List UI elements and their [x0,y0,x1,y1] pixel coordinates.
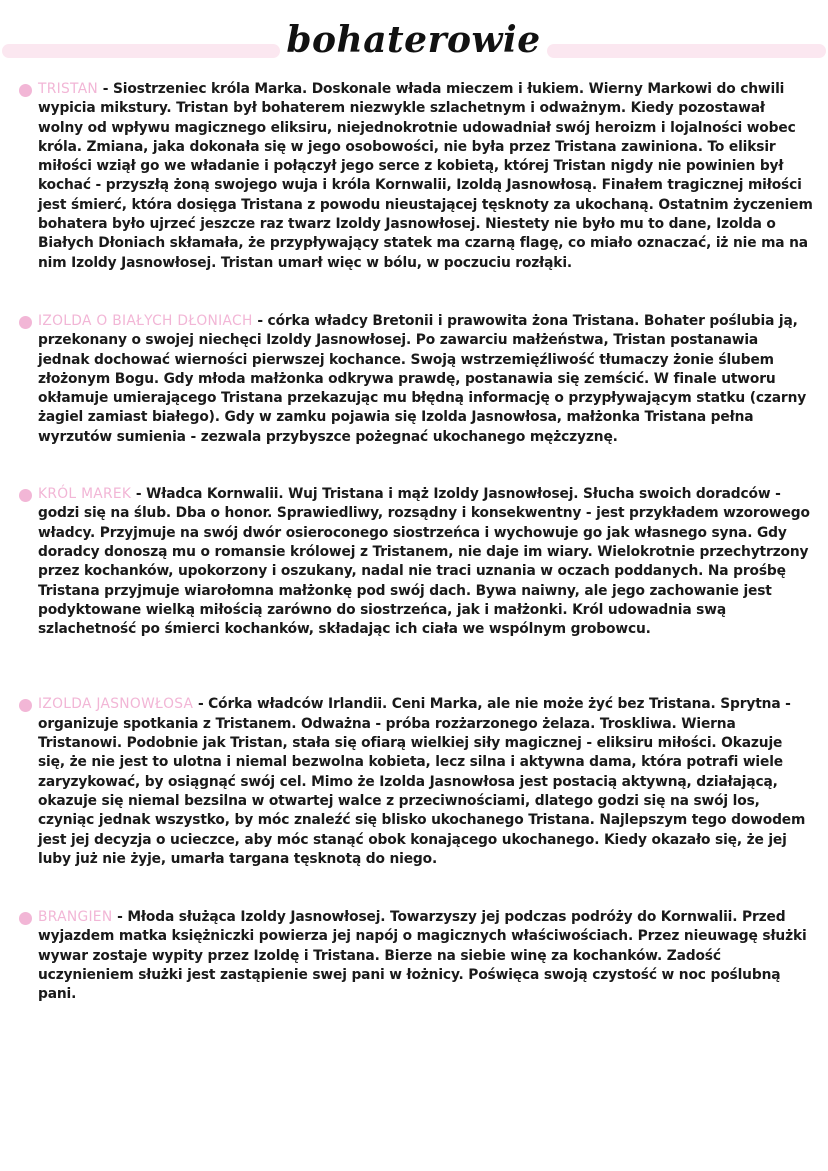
character-description: - Córka władców Irlandii. Ceni Marka, ale nie może żyć bez Tristana. Sprytna - organizuje spotkania z Tristanem. Odważna - próba rozżarzonego żelaza. Troskliwa. Wierna Tristanowi. Podobnie jak Tristan, stała się ofiarą wielkiej siły magicznej - eliksiru miłości. Okazuje się, że nie jest to ulotna i niemal bezwolna kobieta, lecz silna i aktywna dama, która potrafi wiele zaryzykować, by osiągnąć swój cel. Mimo że Izolda Jasnowłosa jest postacią aktywną, działającą, okazuje się niemal bezsilna w otwartej walce z przeciwnościami, dlatego godzi się na swój los, czyniąc jednak wszystko, by móc znaleźć się blisko ukochanego Tristana. Najlepszym tego dowodem jest jej decyzja o ucieczce, aby móc stanąć obok konającego ukochanego. Kiedy okazało się, że jej luby już nie żyje, umarła targana tęsknotą do niego. [38,696,806,867]
character-name: BRANGIEN [38,909,113,926]
bullet-dot-icon [19,316,32,329]
character-name: IZOLDA O BIAŁYCH DŁONIACH [38,312,253,329]
character-entry-krol-marek [18,485,813,639]
character-name: TRISTAN [38,81,99,97]
character-entry-tristan [18,80,813,273]
character-name: IZOLDA JASNOWŁOSA [38,696,194,713]
bullet-dot-icon [19,489,32,502]
header-decor-bar-left [2,44,280,58]
header-decor-bar-right [547,44,826,58]
bullet-dot-icon [19,699,32,712]
page-header [0,10,828,70]
character-list [18,80,813,1005]
bullet-dot-icon [19,912,32,925]
character-entry-izolda-o-bialych-dloniach [18,312,813,447]
character-description: - Młoda służąca Izoldy Jasnowłosej. Towarzyszy jej podczas podróży do Kornwalii. Przed wyjazdem matka księżniczki powierza jej napój o magicznych właściwościach. Przez nieuwagę służki wywar zostaje wypity przez Izoldę i Tristana. Bierze na siebie winę za kochanków. Zadość uczynieniem służki jest zastąpienie swej pani w łożnicy. Poświęca swoją czystość w noc poślubną pani. [38,909,807,1003]
character-description: - Władca Kornwalii. Wuj Tristana i mąż Izoldy Jasnowłosej. Słucha swoich doradców - godzi się na ślub. Dba o honor. Sprawiedliwy, rozsądny i konsekwentny - jest przykładem wzorowego władcy. Przyjmuje na swój dwór osieroconego siostrzeńca i wychowuje go jak własnego syna. Gdy doradcy donoszą mu o romansie królowej z Tristanem, nie daje im wiary. Wielokrotnie przechytrzony przez kochanków, upokorzony i oszukany, nadal nie traci uznania w oczach poddanych. Na prośbę Tristana przyjmuje wiarołomna małżonkę pod swój dach. Bywa naiwny, ale jego zachowanie jest podyktowane wielką miłością zarówno do siostrzeńca, jak i małżonki. Król udowadnia swą szlachetność po śmierci kochanków, składając ich ciała we wspólnym grobowcu. [38,486,810,638]
character-entry-brangien [18,908,813,1004]
character-entry-izolda-jasnowlosa [18,695,813,869]
bullet-dot-icon [19,84,32,97]
character-description: - córka władcy Bretonii i prawowita żona Tristana. Bohater poślubia ją, przekonany o swojej niechęci Izoldy Jasnowłosej. Po zawarciu małżeństwa, Tristan postanawia jednak dochować wierności pierwszej kochance. Swoją wstrzemięźliwość tłumaczy żonie ślubem złożonym Bogu. Gdy młoda małżonka odkrywa prawdę, postanawia się zemścić. W finale utworu okłamuje umierającego Tristana przekazując mu błędną informację o przypływającym statku (czarny żagiel zamiast białego). Gdy w zamku pojawia się Izolda Jasnowłosa, małżonka Tristana pełna wyrzutów sumienia - zezwala przybyszce pożegnać ukochanego mężczyznę. [38,312,807,445]
page-title: bohaterowie [286,19,541,61]
character-description: - Siostrzeniec króla Marka. Doskonale włada mieczem i łukiem. Wierny Markowi do chwili wypicia mikstury. Tristan był bohaterem niezwykle szlachetnym i odważnym. Kiedy pozostawał wolny od wpływu magicznego eliksiru, niejednokrotnie udowadniał swój heroizm i lojalności wobec króla. Zmiana, jaka dokonała się w jego osobowości, nie była przez Tristana zawiniona. To eliksir miłości wziął go we władanie i połączył jego serce z kobietą, której Tristan nigdy nie powinien był kochać - przyszłą żoną swojego wuja i króla Kornwalii, Izoldą Jasnowłosą. Finałem tragicznej miłości jest śmierć, która dosięga Tristana z powodu nieustającej tęsknoty za ukochaną. Ostatnim życzeniem bohatera było ujrzeć jeszcze raz twarz Izoldy Jasnowłosej. Niestety nie było mu to dane, Izolda o Białych Dłoniach skłamała, że przypływający statek ma czarną flagę, co miało oznaczać, iż nie ma na nim Izoldy Jasnowłosej. Tristan umarł więc w bólu, w poczuciu rozłąki. [38,81,813,271]
character-name: KRÓL MAREK [38,486,132,503]
